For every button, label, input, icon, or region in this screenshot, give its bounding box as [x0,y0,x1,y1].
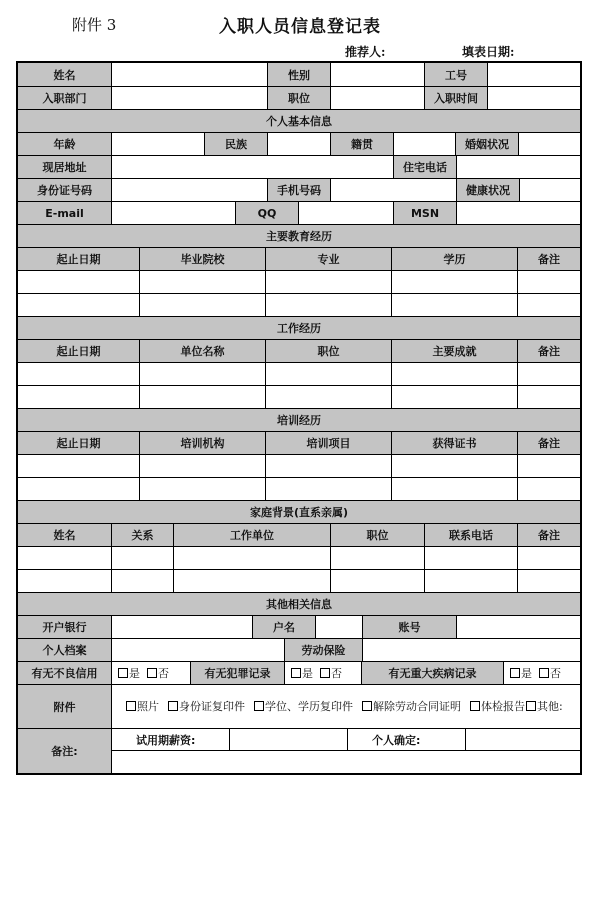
attachment-option[interactable]: 解除劳动合同证明 [362,697,461,716]
no-option: 否 [550,667,561,680]
section-work-title: 工作经历 [277,322,321,335]
section-other-title: 其他相关信息 [266,598,332,611]
table-cell[interactable] [392,478,518,500]
column-header: 毕业院校 [140,248,266,270]
mobile-field[interactable] [331,179,457,201]
section-other [18,593,580,616]
probation-salary-label: 试用期薪资: [112,729,230,750]
table-cell[interactable] [518,570,580,592]
table-cell[interactable] [392,363,518,385]
department-label: 入职部门 [18,87,112,109]
form-title: 入职人员信息登记表 [219,17,381,37]
checkbox-icon[interactable] [126,701,136,711]
name-label: 姓名 [18,63,112,86]
table-row [18,363,580,386]
table-cell[interactable] [425,570,518,592]
archive-row [18,639,580,662]
table-row [18,570,580,593]
age-label: 年龄 [18,133,112,155]
table-cell[interactable] [392,294,518,316]
table-cell[interactable] [18,455,140,477]
table-row [18,271,580,294]
column-header: 备注 [518,340,580,362]
column-header: 学历 [392,248,518,270]
table-cell[interactable] [518,478,580,500]
table-cell[interactable] [18,386,140,408]
bank-row [18,616,580,639]
attachment-option[interactable]: 学位、学历复印件 [254,697,353,716]
column-header: 培训机构 [140,432,266,454]
checkbox-icon[interactable] [320,668,330,678]
bad-credit-label: 有无不良信用 [18,662,112,684]
table-cell[interactable] [266,271,392,293]
table-cell[interactable] [140,271,266,293]
personal-row-1 [18,133,580,156]
registration-form [16,61,582,775]
employee-id-field[interactable] [488,63,580,86]
table-cell[interactable] [266,386,392,408]
health-label: 健康状况 [457,179,520,201]
section-training [18,409,580,432]
section-education-title: 主要教育经历 [266,230,332,243]
table-cell[interactable] [392,455,518,477]
attachment-number: 附件 3 [72,16,117,34]
section-training-title: 培训经历 [277,414,321,427]
age-field[interactable] [112,133,205,155]
table-cell[interactable] [18,547,112,569]
checkbox-icon[interactable] [526,701,536,711]
disease-label: 有无重大疾病记录 [362,662,504,684]
table-cell[interactable] [140,363,266,385]
attachment-option[interactable]: 身份证复印件 [168,697,245,716]
table-cell[interactable] [18,271,140,293]
table-cell[interactable] [266,294,392,316]
section-work [18,317,580,340]
attachments-options [112,685,580,728]
health-field[interactable] [520,179,580,201]
table-cell[interactable] [140,386,266,408]
position-label: 职位 [268,87,331,109]
table-row [18,478,580,501]
no-option: 否 [158,667,169,680]
department-field[interactable] [112,87,268,109]
table-row [18,547,580,570]
employee-id-label: 工号 [425,63,488,86]
table-cell[interactable] [140,455,266,477]
work-header-row [18,340,580,363]
qq-label: QQ [236,202,299,224]
no-option: 否 [331,667,342,680]
account-no-label: 账号 [363,616,457,638]
native-place-field[interactable] [394,133,456,155]
gender-field[interactable] [331,63,425,86]
personal-row-3 [18,179,580,202]
criminal-options[interactable] [285,662,362,684]
checkbox-icon[interactable] [118,668,128,678]
training-header-row [18,432,580,455]
checkbox-icon[interactable] [362,701,372,711]
table-cell[interactable] [331,547,425,569]
yes-option: 是 [302,667,313,680]
email-label: E-mail [18,202,112,224]
attachments-label: 附件 [18,685,112,728]
table-cell[interactable] [266,455,392,477]
address-label: 现居地址 [18,156,112,178]
attachments-row [18,685,580,729]
checkbox-icon[interactable] [510,668,520,678]
table-cell[interactable] [18,478,140,500]
column-header: 关系 [112,524,174,546]
personal-confirm-label: 个人确定: [348,729,466,750]
bank-label: 开户银行 [18,616,112,638]
remarks-area [112,729,580,773]
personal-confirm-field[interactable] [466,729,580,750]
msn-label: MSN [394,202,457,224]
column-header: 单位名称 [140,340,266,362]
checkbox-icon[interactable] [254,701,264,711]
attachment-option[interactable]: 照片 [126,697,159,716]
table-cell[interactable] [266,478,392,500]
personal-row-2 [18,156,580,179]
table-cell[interactable] [112,547,174,569]
column-header: 备注 [518,248,580,270]
table-cell[interactable] [140,478,266,500]
personal-row-4 [18,202,580,225]
address-field[interactable] [112,156,394,178]
remarks-field[interactable] [112,751,580,773]
column-header: 起止日期 [18,340,140,362]
msn-field[interactable] [457,202,580,224]
remarks-subrow [112,729,580,751]
table-cell[interactable] [425,547,518,569]
qq-field[interactable] [299,202,394,224]
labor-insurance-label: 劳动保险 [285,639,363,661]
education-header-row [18,248,580,271]
entry-time-field[interactable] [488,87,580,109]
column-header: 培训项目 [266,432,392,454]
table-cell[interactable] [518,386,580,408]
bad-credit-options[interactable] [112,662,191,684]
gender-label: 性别 [268,63,331,86]
account-name-label: 户名 [253,616,316,638]
table-row [18,386,580,409]
table-cell[interactable] [518,547,580,569]
marital-field[interactable] [519,133,580,155]
column-header: 起止日期 [18,248,140,270]
id-number-label: 身份证号码 [18,179,112,201]
email-field[interactable] [112,202,236,224]
table-cell[interactable] [392,271,518,293]
checkbox-icon[interactable] [470,701,480,711]
table-cell[interactable] [112,570,174,592]
table-cell[interactable] [18,294,140,316]
table-cell[interactable] [266,363,392,385]
table-cell[interactable] [518,271,580,293]
yes-option: 是 [521,667,532,680]
column-header: 职位 [266,340,392,362]
labor-insurance-field[interactable] [363,639,580,661]
marital-label: 婚姻状况 [456,133,519,155]
checkbox-icon[interactable] [147,668,157,678]
column-header: 联系电话 [425,524,518,546]
mobile-label: 手机号码 [268,179,331,201]
recommender-label: 推荐人: [345,45,386,59]
home-phone-field[interactable] [457,156,580,178]
criminal-label: 有无犯罪记录 [191,662,285,684]
basic-row-1 [18,63,580,87]
family-header-row [18,524,580,547]
table-cell[interactable] [392,386,518,408]
attachment-option[interactable]: 其他: [526,697,563,716]
table-cell[interactable] [518,363,580,385]
section-personal-title: 个人基本信息 [266,115,332,128]
personal-file-field[interactable] [112,639,285,661]
column-header: 工作单位 [174,524,331,546]
personal-file-label: 个人档案 [18,639,112,661]
table-cell[interactable] [518,294,580,316]
records-row [18,662,580,685]
id-number-field[interactable] [112,179,268,201]
table-cell[interactable] [18,363,140,385]
native-place-label: 籍贯 [331,133,394,155]
column-header: 起止日期 [18,432,140,454]
ethnicity-label: 民族 [205,133,268,155]
table-cell[interactable] [518,455,580,477]
table-cell[interactable] [140,294,266,316]
checkbox-icon[interactable] [291,668,301,678]
table-cell[interactable] [331,570,425,592]
account-name-field[interactable] [316,616,363,638]
column-header: 主要成就 [392,340,518,362]
disease-options[interactable] [504,662,580,684]
column-header: 备注 [518,524,580,546]
column-header: 职位 [331,524,425,546]
column-header: 备注 [518,432,580,454]
bank-field[interactable] [112,616,253,638]
table-row [18,455,580,478]
section-education [18,225,580,248]
remarks-row [18,729,580,773]
table-row [18,294,580,317]
name-field[interactable] [112,63,268,86]
basic-row-2 [18,87,580,110]
ethnicity-field[interactable] [268,133,331,155]
yes-option: 是 [129,667,140,680]
position-field[interactable] [331,87,425,109]
checkbox-icon[interactable] [539,668,549,678]
home-phone-label: 住宅电话 [394,156,457,178]
fill-date-label: 填表日期: [462,45,515,59]
section-family [18,501,580,524]
column-header: 获得证书 [392,432,518,454]
table-cell[interactable] [174,570,331,592]
section-personal [18,110,580,133]
probation-salary-field[interactable] [230,729,348,750]
column-header: 专业 [266,248,392,270]
entry-time-label: 入职时间 [425,87,488,109]
column-header: 姓名 [18,524,112,546]
account-no-field[interactable] [457,616,580,638]
attachment-option[interactable]: 体检报告 [470,697,525,716]
table-cell[interactable] [18,570,112,592]
checkbox-icon[interactable] [168,701,178,711]
remarks-label: 备注: [18,729,112,773]
section-family-title: 家庭背景(直系亲属) [249,506,349,519]
table-cell[interactable] [174,547,331,569]
